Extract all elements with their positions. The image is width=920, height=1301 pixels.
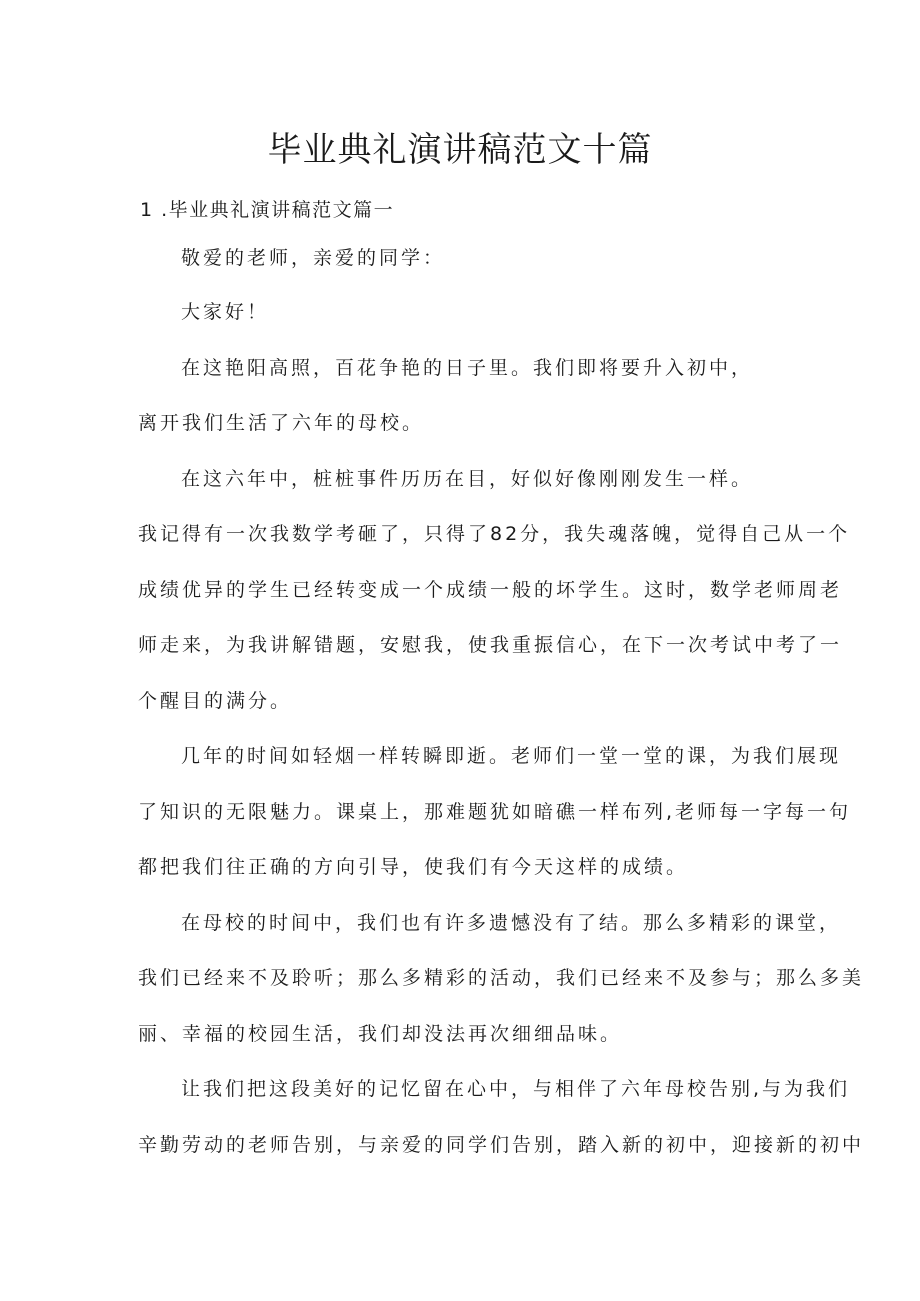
- paragraph-line: 我记得有一次我数学考砸了，只得了82分，我失魂落魄，觉得自己从一个: [138, 523, 851, 545]
- paragraph-line: 敬爱的老师，亲爱的同学：: [181, 247, 446, 269]
- paragraph-line: 离开我们生活了六年的母校。: [138, 412, 425, 434]
- paragraph-line: 辛勤劳动的老师告别，与亲爱的同学们告别，踏入新的初中，迎接新的初中: [138, 1134, 865, 1156]
- paragraph-line: 我们已经来不及聆听；那么多精彩的活动，我们已经来不及参与；那么多美: [138, 967, 865, 989]
- paragraph-line: 在这六年中，桩桩事件历历在目，好似好像刚刚发生一样。: [181, 468, 754, 490]
- paragraph-line: 大家好！: [181, 301, 270, 323]
- paragraph-line: 师走来，为我讲解错题，安慰我，使我重振信心，在下一次考试中考了一: [138, 634, 843, 656]
- paragraph-line: 都把我们往正确的方向引导，使我们有今天这样的成绩。: [138, 856, 689, 878]
- paragraph-line: 丽、幸福的校园生活，我们却没法再次细细品味。: [138, 1023, 623, 1045]
- paragraph-line: 个醒目的满分。: [138, 690, 293, 712]
- paragraph-line: 在母校的时间中，我们也有许多遗憾没有了结。那么多精彩的课堂，: [181, 912, 842, 934]
- paragraph-line: 在这艳阳高照，百花争艳的日子里。我们即将要升入初中，: [181, 357, 754, 379]
- paragraph-line: 了知识的无限魅力。课桌上，那难题犹如暗礁一样布列,老师每一字每一句: [138, 801, 852, 823]
- paragraph-line: 几年的时间如轻烟一样转瞬即逝。老师们一堂一堂的课，为我们展现: [181, 745, 842, 767]
- section-heading: 1 .毕业典礼演讲稿范文篇一: [140, 199, 395, 221]
- document-title: 毕业典礼演讲稿范文十篇: [267, 130, 653, 170]
- paragraph-line: 成绩优异的学生已经转变成一个成绩一般的坏学生。这时，数学老师周老: [138, 579, 843, 601]
- paragraph-line: 让我们把这段美好的记忆留在心中，与相伴了六年母校告别,与为我们: [181, 1078, 851, 1100]
